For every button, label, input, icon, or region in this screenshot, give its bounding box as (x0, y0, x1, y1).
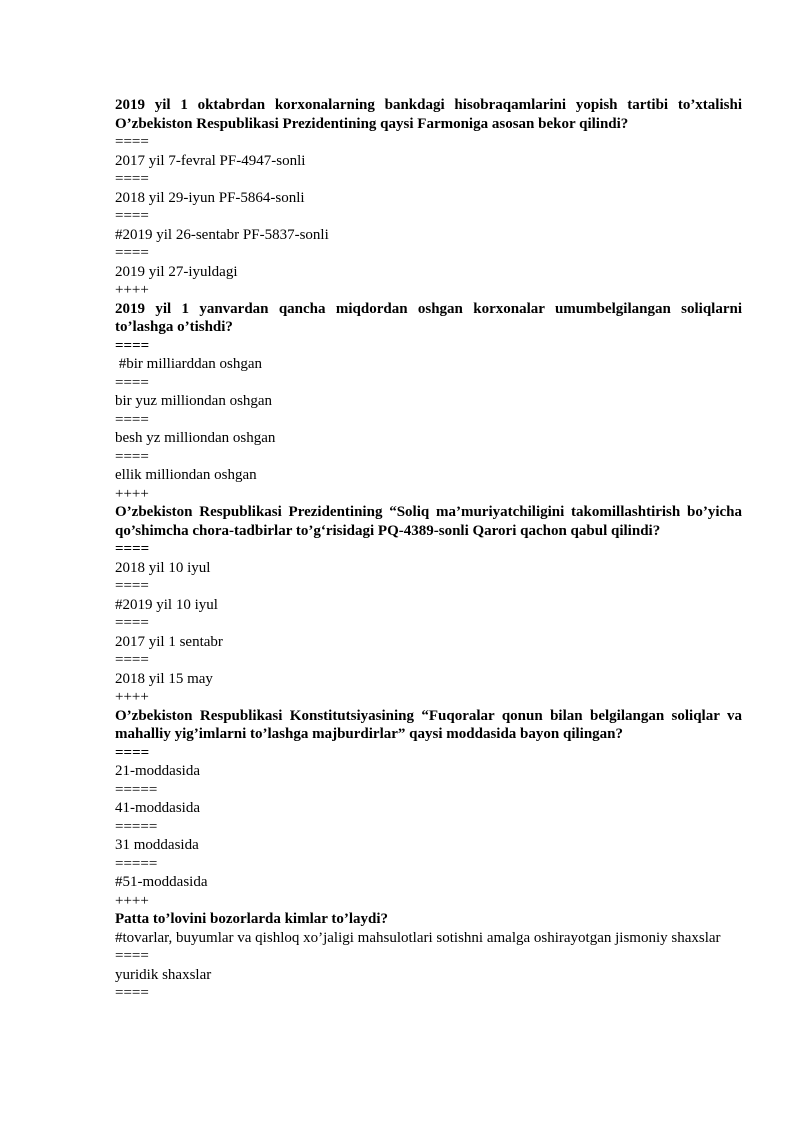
separator: ===== (115, 781, 158, 798)
separator: ==== (115, 245, 149, 261)
answer-option: 2017 yil 7-fevral PF-4947-sonli (115, 152, 306, 169)
separator: ==== (115, 652, 149, 668)
separator: ===== (115, 855, 158, 872)
answer-option: ellik milliondan oshgan (115, 467, 257, 483)
answer-option: #2019 yil 26-sentabr PF-5837-sonli (115, 226, 329, 243)
answer-option: 2019 yil 27-iyuldagi (115, 263, 238, 280)
answer-option: #tovarlar, buyumlar va qishloq xo’jaligi mahsulotlari sotishni amalga oshirayotgan jismoniy shaxslar (115, 929, 721, 946)
separator: ==== (115, 985, 149, 1001)
separator: ++++ (115, 485, 149, 502)
separator: ==== (115, 171, 149, 187)
separator: ==== (115, 374, 149, 391)
separator: ==== (115, 448, 149, 465)
separator: ==== (115, 134, 149, 150)
answer-option: 2018 yil 15 may (115, 670, 213, 687)
question-text: Patta to’lovini bozorlarda kimlar to’laydi? (115, 911, 389, 927)
answer-option: bir yuz milliondan oshgan (115, 393, 273, 409)
separator: ==== (115, 744, 150, 761)
answer-option: #51-moddasida (115, 874, 208, 890)
separator: ==== (115, 337, 150, 354)
answer-option: 31 moddasida (115, 837, 199, 853)
separator: ==== (115, 948, 149, 964)
question-text: 2019 yil 1 oktabrdan korxonalarning bankdagi hisobraqamlarini yopish tartibi to’xtalishi O’zbekiston Respublikasi Prezidentining qaysi Farmoniga asosan bekor qilindi? (115, 97, 746, 132)
answer-option: 2018 yil 10 iyul (115, 559, 211, 576)
separator: ++++ (115, 689, 149, 705)
separator: ++++ (115, 282, 149, 298)
question-text: O’zbekiston Respublikasi Prezidentining “Soliq ma’muriyatchiligini takomillashtirish bo’yicha qo’shimcha chora-tadbirlar to’g‘risidagi PQ-4389-sonli Qarori qachon qabul qilindi? (115, 504, 746, 539)
answer-option: yuridik shaxslar (115, 966, 212, 983)
answer-option: 21-moddasida (115, 763, 200, 779)
answer-option: 41-moddasida (115, 800, 200, 816)
answer-option: #2019 yil 10 iyul (115, 596, 218, 613)
separator: ===== (115, 818, 158, 835)
answer-option: besh yz milliondan oshgan (115, 430, 276, 446)
document-page (115, 96, 746, 1003)
question-text: 2019 yil 1 yanvardan qancha miqdordan oshgan korxonalar umumbelgilangan soliqlarni to’lashga o’tishdi? (115, 300, 746, 335)
answer-option: 2017 yil 1 sentabr (115, 633, 223, 650)
separator: ==== (115, 615, 149, 631)
separator: ==== (115, 208, 149, 224)
answer-option: #bir milliarddan oshgan (115, 356, 263, 372)
separator: ==== (115, 578, 149, 594)
question-text: O’zbekiston Respublikasi Konstitutsiyasining “Fuqoralar qonun bilan belgilangan soliqlar va mahalliy yig’imlarni to’lashga majburdirlar” qaysi moddasida bayon qilingan? (115, 707, 746, 742)
separator: ==== (115, 411, 149, 428)
separator: ++++ (115, 892, 149, 909)
separator: ==== (115, 541, 150, 557)
answer-option: 2018 yil 29-iyun PF-5864-sonli (115, 189, 305, 206)
